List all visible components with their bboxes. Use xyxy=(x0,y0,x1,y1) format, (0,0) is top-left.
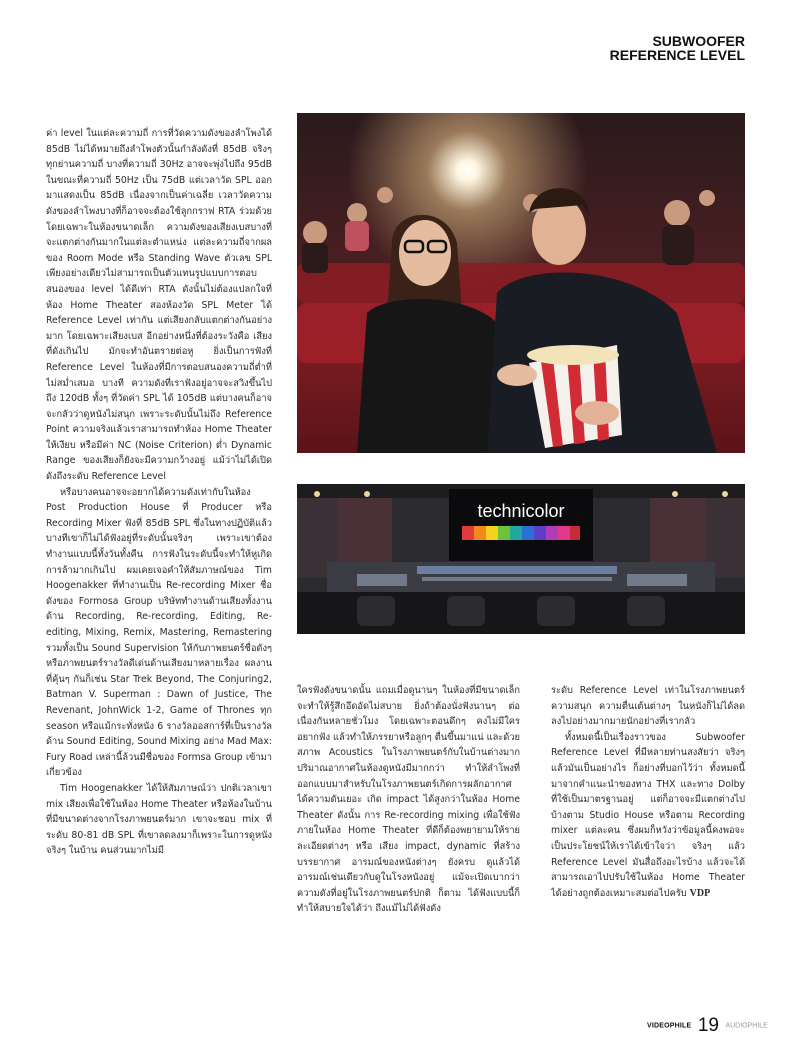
cinema-audience-photo xyxy=(297,113,745,453)
article-column-1 xyxy=(46,126,272,986)
technicolor-logo-colorbar xyxy=(462,526,580,540)
paragraph: ระดับ Reference Level เท่าในโรงภาพยนตร์ ความสนุก ความตื่นเต้นต่างๆ ในหนังก็ไม่ได้ลดลงไปอย่างมากมายนักอย่างที่เรากลัว xyxy=(551,685,745,728)
paragraph: ใครฟังดังขนาดนั้น แถมเมื่อดูนานๆ ในห้องที่มีขนาดเล็กจะทำให้รู้สึกอึดอัดไม่สบาย ยิ่งถ้าต้องนั่งฟังนานๆ ต่อเนื่องกันหลายชั่วโมง โดยเฉพาะตอนดึกๆ คงไม่มีใครอยากฟัง แล้วทำให้ภรรยาหรือลูกๆ ตื่นขึ้นมาแน่ และด้วยสภาพ Acoustics ในโรงภาพยนตร์กับในบ้านต่างมาก ปริมาณอากาศในห้องดูหนังมีมากกว่า ทำให้ลำโพงที่ออกแบบมาสำหรับในโรงภาพยนตร์เกิดการผลักอากาศได้ความดันเยอะ เกิด impact ได้สูงกว่าในห้อง Home Theater ดังนั้น การ Re-recording mixing เพื่อใช้ฟังภายในห้อง Home Theater ที่ดีก็ต้องพยายามให้รายละเอียดต่างๆ หรือ เสียง impact, dynamic ที่สร้างบรรยากาศ อารมณ์ของหนังต่างๆ ยังครบ ดูแล้วได้อารมณ์เช่นเดียวกับดูในโรงหนังอยู่ แม้จะเปิดเบากว่าความดังที่อยู่ในโรงภาพยนตร์ปกติ ก็ตาม ได้ฟังแบบนี้ก็ทำให้สบายใจได้ว่า ถึงแม้ไม่ได้ฟังดัง xyxy=(297,685,520,915)
article-column-3 xyxy=(551,683,745,943)
author-signature: VDP xyxy=(689,887,711,899)
article-column-2 xyxy=(297,683,520,983)
section-title xyxy=(610,34,745,62)
section-title-line2: REFERENCE LEVEL xyxy=(609,47,745,63)
section-title-line1: SUBWOOFER xyxy=(652,33,745,49)
page-footer xyxy=(647,1015,768,1037)
cinema-audience-illustration xyxy=(297,113,745,453)
technicolor-logo-text: technicolor xyxy=(477,501,565,521)
footer-magazine-name: VIDEOPHILE xyxy=(647,1022,692,1030)
paragraph: Tim Hoogenakker ได้ให้สัมภาษณ์ว่า ปกติเวลาเขา mix เสียงเพื่อใช้ในห้อง Home Theater หรือห้องในบ้านที่มีขนาดต่างจากโรงภาพยนตร์มาก เขาจะชอบ mix ที่ระดับ 80-81 dB SPL ที่เขาลดลงมาก็เพราะในการดูหนังจริงๆ ในบ้าน คนส่วนมากไม่มี xyxy=(46,782,272,857)
paragraph-text: ทั้งหมดนี้เป็นเรื่องราวของ Subwoofer Reference Level ที่มีหลายท่านสงสัยว่า จริงๆ แล้วมันเป็นอย่างไร ก็อย่างที่บอกไว้ว่า ทั้งหมดนี้มาจากคำแนะนำของทาง THX และทาง Dolby ที่ใช้เป็นมาตรฐานอยู่ แต่ก็อาจจะมีแตกต่างไปบ้างตาม Studio House หรือตาม Recording mixer แต่ละคน ซึ่งผมก็หวังว่าข้อมูลนี้คงพอจะเป็นประโยชน์ให้เราได้เข้าใจว่า จริงๆ แล้ว Reference Level มันสื่อถึงอะไรบ้าง แล้วจะได้สามารถเอาไปปรับใช้ในห้อง Home Theater ได้อย่างถูกต้องเหมาะสมต่อไปครับ xyxy=(551,731,745,899)
technicolor-studio-photo xyxy=(297,484,745,634)
page-number: 19 xyxy=(697,1015,719,1036)
paragraph: หรือบางคนอาจจะอยากได้ความดังเท่ากับในห้อง Post Production House ที่ Producer หรือ Recording Mixer ฟังที่ 85dB SPL ซึ่งในทางปฏิบัติแล้ว บางทีเขาก็ไม่ได้ฟังอยู่ที่ระดับนั้นจริงๆ เพราะเขาต้องทำงานแบบนี้ทั้งวันทั้งคืน การฟังในระดับนี้จะทำให้หูเกิดการล้ามากเกินไป ผมเคยเจอคำให้สัมภาษณ์ของ Tim Hoogenakker ที่ทำงานเป็น Re-recording Mixer ชื่อดังของ Formosa Group บริษัททำงานด้านเสียงทั้งงานด้าน Recording, Re-recording, Editing, Re-editing, Mixing, Remix, Mastering, Remastering รวมทั้งเป็น Sound Supervision ให้กับภาพยนตร์ชื่อดังๆ หรือภาพยนตร์รางวัลดีเด่นด้านเสียงมาหลายเรื่อง ผลงานที่คุ้นๆ กันก็เช่น Star Trek Beyond, The Conjuring2, Batman V. Superman : Dawn of Justice, The Revenant, JohnWick 1-2, Game of Thrones ทุก season หรือแม้กระทั่งหนัง 6 รางวัลออสการ์ที่เป็นรางวัลด้าน Sound Editing, Sound Mixing อย่าง Mad Max: Fury Road เหล่านี้ล้วนมีชื่อของ Formsa Group เข้ามาเกี่ยวข้อง xyxy=(46,486,272,779)
footer-magazine-name-2: AUDIOPHILE xyxy=(725,1022,768,1030)
paragraph-with-signature xyxy=(551,730,745,902)
paragraph: ค่า level ในแต่ละความถี่ การที่วัดความดังของลำโพงได้ 85dB ไม่ได้หมายถึงลำโพงตัวนั้นกำลังดังที่ 85dB จริงๆ ทุกย่านความถี่ บางที่ความถี่ 30Hz อาจจะพุ่งไปถึง 95dB ในขณะที่ความถี่ 50Hz เป็น 75dB แต่เวลาวัด SPL ออกมาแสดงเป็น 85dB เนื่องจากเป็นค่าเฉลี่ย เวลาวัดความดังของลำโพงบางที่ก็อาจจะต้องใช้ลูกกราฟ RTA ร่วมด้วย โดยเฉพาะในห้องขนาดเล็ก ความดังของเสียงเบสบางที่จะแตกต่างกันมากในแต่ละตำแหน่ง แต่ละความถี่จากผลของ Room Mode หรือ Standing Wave ตัวเลข SPL เพียงอย่างเดียวไม่สามารถเป็นตัวแทนรูปแบบการตอบสนองของ level ได้ดีเท่า RTA ดังนั้นไม่ต้องแปลกใจที่ห้อง Home Theater สองห้องวัด SPL Meter ได้ Reference Level เท่ากัน แต่เสียงกลับแตกต่างกันอย่างมาก โดยเฉพาะเสียงเบส อีกอย่างหนึ่งที่ต้องระวังคือ เสียงที่ดังเกินไป มักจะทำอันตรายต่อหู ยิ่งเป็นการฟังที่ Reference Level ในห้องที่มีการตอบสนองความถี่ต่ำที่ไม่สม่ำเสมอ บางที ความดังที่เราฟังอยู่อาจจะสวิงขึ้นไปถึง 120dB ทั้งๆ ที่วัดค่า SPL ได้ 105dB แต่บางคนก็อาจจะกลัวว่าดูหนังไม่สนุก เพราะระดับนั้นไม่ถึง Reference Point ความจริงแล้วเราสามารถทำห้อง Home Theater ให้เงียบ หรือมีค่า NC (Noise Criterion) ต่ำ Dynamic Range ของเสียงก็ยังจะมีความกว้างอยู่ แม้ว่าไม่ได้เปิดดังถึงระดับ Reference Level xyxy=(46,128,272,483)
studio-illustration xyxy=(297,484,745,634)
